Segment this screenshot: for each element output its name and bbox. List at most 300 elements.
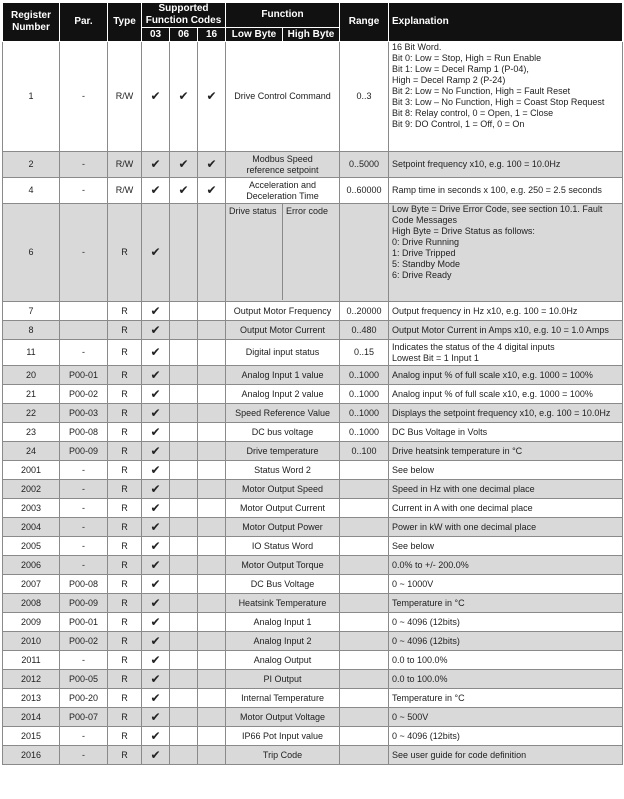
function-cell: Motor Output Current (226, 499, 340, 518)
type-cell: R (108, 385, 142, 404)
function-code-16-cell (198, 178, 226, 204)
checkmark-icon: ✔ (150, 671, 161, 686)
par-cell: P00-09 (60, 594, 108, 613)
function-code-16-cell (198, 302, 226, 321)
register-number-cell: 2006 (3, 556, 60, 575)
function-code-06-cell (170, 556, 198, 575)
function-code-03-cell (142, 366, 170, 385)
range-cell: 0..1000 (340, 404, 389, 423)
checkmark-icon: ✔ (150, 386, 161, 401)
type-cell: R (108, 404, 142, 423)
function-cell: Speed Reference Value (226, 404, 340, 423)
function-cell: Analog Input 1 (226, 613, 340, 632)
register-number-cell: 22 (3, 404, 60, 423)
range-cell: 0..100 (340, 442, 389, 461)
function-code-06-cell (170, 480, 198, 499)
explanation-cell: 0.0 to 100.0% (389, 670, 623, 689)
checkmark-icon: ✔ (150, 443, 161, 458)
type-cell: R (108, 423, 142, 442)
register-number-cell: 2010 (3, 632, 60, 651)
type-cell: R (108, 651, 142, 670)
function-code-06-cell (170, 42, 198, 152)
function-code-06-cell (170, 651, 198, 670)
register-number-cell: 2008 (3, 594, 60, 613)
par-cell: P00-05 (60, 670, 108, 689)
explanation-cell: See below (389, 461, 623, 480)
function-code-16-cell (198, 594, 226, 613)
par-cell: - (60, 499, 108, 518)
register-number-cell: 23 (3, 423, 60, 442)
type-cell: R (108, 594, 142, 613)
checkmark-icon: ✔ (150, 709, 161, 724)
function-code-16-cell (198, 480, 226, 499)
modbus-register-table (2, 2, 623, 765)
function-code-16-cell (198, 366, 226, 385)
table-row (3, 423, 623, 442)
function-code-16-cell (198, 442, 226, 461)
register-number-cell: 2011 (3, 651, 60, 670)
function-code-16-cell (198, 651, 226, 670)
function-code-03-cell (142, 651, 170, 670)
type-cell: R (108, 613, 142, 632)
par-cell: P00-07 (60, 708, 108, 727)
type-cell: R (108, 366, 142, 385)
explanation-cell: 0 ~ 4096 (12bits) (389, 613, 623, 632)
explanation-cell: Temperature in °C (389, 689, 623, 708)
function-code-16-cell (198, 42, 226, 152)
type-cell: R (108, 670, 142, 689)
checkmark-icon: ✔ (178, 183, 189, 197)
table-row (3, 442, 623, 461)
function-cell: Heatsink Temperature (226, 594, 340, 613)
function-cell: Trip Code (226, 746, 340, 765)
function-code-03-cell (142, 404, 170, 423)
par-cell: P00-01 (60, 366, 108, 385)
checkmark-icon: ✔ (150, 576, 161, 591)
checkmark-icon: ✔ (178, 157, 189, 171)
function-code-06-cell (170, 727, 198, 746)
function-cell: Motor Output Power (226, 518, 340, 537)
register-number-cell: 2001 (3, 461, 60, 480)
type-cell: R (108, 708, 142, 727)
register-number-cell: 2 (3, 152, 60, 178)
function-code-03-cell (142, 442, 170, 461)
table-row (3, 632, 623, 651)
type-cell: R (108, 480, 142, 499)
function-code-03-cell (142, 152, 170, 178)
register-number-cell: 2003 (3, 499, 60, 518)
header-supported-function-codes: Supported Function Codes (142, 3, 226, 28)
function-cell: PI Output (226, 670, 340, 689)
par-cell (60, 302, 108, 321)
function-cell: IP66 Pot Input value (226, 727, 340, 746)
function-code-03-cell (142, 423, 170, 442)
range-cell (340, 727, 389, 746)
function-code-16-cell (198, 632, 226, 651)
checkmark-icon: ✔ (150, 538, 161, 553)
function-code-16-cell (198, 689, 226, 708)
function-cell: Output Motor Current (226, 321, 340, 340)
header-low-byte: Low Byte (226, 28, 283, 42)
explanation-cell: Current in A with one decimal place (389, 499, 623, 518)
checkmark-icon: ✔ (150, 728, 161, 743)
function-cell: Drive temperature (226, 442, 340, 461)
header-register-number: Register Number (3, 3, 60, 42)
table-row (3, 302, 623, 321)
table-row (3, 42, 623, 152)
par-cell: - (60, 537, 108, 556)
function-cell: IO Status Word (226, 537, 340, 556)
table-row (3, 613, 623, 632)
checkmark-icon: ✔ (150, 367, 161, 382)
checkmark-icon: ✔ (150, 519, 161, 534)
register-number-cell: 2016 (3, 746, 60, 765)
function-code-06-cell (170, 340, 198, 366)
par-cell: - (60, 178, 108, 204)
type-cell: R (108, 727, 142, 746)
range-cell: 0..1000 (340, 385, 389, 404)
function-code-03-cell (142, 461, 170, 480)
table-row (3, 689, 623, 708)
function-code-03-cell (142, 537, 170, 556)
par-cell: P00-02 (60, 632, 108, 651)
range-cell: 0..20000 (340, 302, 389, 321)
explanation-cell: See user guide for code definition (389, 746, 623, 765)
type-cell: R (108, 461, 142, 480)
function-code-06-cell (170, 499, 198, 518)
function-code-03-cell (142, 340, 170, 366)
function-code-06-cell (170, 518, 198, 537)
par-cell: - (60, 42, 108, 152)
explanation-cell: Temperature in °C (389, 594, 623, 613)
function-code-06-cell (170, 302, 198, 321)
function-code-03-cell (142, 556, 170, 575)
range-cell (340, 204, 389, 302)
explanation-cell: 0.0 to 100.0% (389, 651, 623, 670)
par-cell: - (60, 204, 108, 302)
function-code-03-cell (142, 385, 170, 404)
function-code-06-cell (170, 594, 198, 613)
range-cell (340, 575, 389, 594)
explanation-cell: Power in kW with one decimal place (389, 518, 623, 537)
function-code-06-cell (170, 632, 198, 651)
range-cell (340, 461, 389, 480)
explanation-cell: DC Bus Voltage in Volts (389, 423, 623, 442)
range-cell (340, 632, 389, 651)
function-cell: Digital input status (226, 340, 340, 366)
par-cell: - (60, 651, 108, 670)
type-cell: R (108, 537, 142, 556)
table-row (3, 178, 623, 204)
par-cell: - (60, 518, 108, 537)
register-number-cell: 2015 (3, 727, 60, 746)
header-function: Function (226, 3, 340, 28)
function-code-03-cell (142, 204, 170, 302)
checkmark-icon: ✔ (150, 652, 161, 667)
function-code-16-cell (198, 727, 226, 746)
function-cell: Output Motor Frequency (226, 302, 340, 321)
par-cell: - (60, 340, 108, 366)
header-high-byte: High Byte (283, 28, 340, 42)
explanation-cell: Drive heatsink temperature in °C (389, 442, 623, 461)
function-cell: Status Word 2 (226, 461, 340, 480)
function-code-03-cell (142, 594, 170, 613)
function-code-16-cell (198, 575, 226, 594)
function-cell: Analog Input 2 value (226, 385, 340, 404)
function-code-06-cell (170, 204, 198, 302)
function-code-06-cell (170, 321, 198, 340)
table-row (3, 480, 623, 499)
header-par: Par. (60, 3, 108, 42)
range-cell (340, 689, 389, 708)
register-number-cell: 2013 (3, 689, 60, 708)
table-row (3, 651, 623, 670)
function-high-byte: Error code (282, 204, 339, 300)
explanation-cell: Low Byte = Drive Error Code, see section 10.1. Fault Code Messages High Byte = Drive Status as follows: 0: Drive Running 1: Drive Tripped 5: Standby Mode 6: Drive Ready (389, 204, 623, 302)
function-code-03-cell (142, 575, 170, 594)
range-cell (340, 499, 389, 518)
type-cell: R (108, 575, 142, 594)
function-cell: Internal Temperature (226, 689, 340, 708)
explanation-cell: 0.0% to +/- 200.0% (389, 556, 623, 575)
explanation-cell: Ramp time in seconds x 100, e.g. 250 = 2.5 seconds (389, 178, 623, 204)
type-cell: R (108, 204, 142, 302)
checkmark-icon: ✔ (150, 690, 161, 705)
function-code-03-cell (142, 321, 170, 340)
table-row (3, 404, 623, 423)
explanation-cell: Analog input % of full scale x10, e.g. 1000 = 100% (389, 385, 623, 404)
header-fc-16: 16 (198, 28, 226, 42)
range-cell (340, 670, 389, 689)
function-code-03-cell (142, 480, 170, 499)
function-cell: Motor Output Torque (226, 556, 340, 575)
checkmark-icon: ✔ (206, 157, 217, 171)
function-code-03-cell (142, 708, 170, 727)
header-explanation: Explanation (389, 3, 623, 42)
type-cell: R (108, 518, 142, 537)
checkmark-icon: ✔ (150, 89, 161, 103)
table-row (3, 499, 623, 518)
table-row (3, 575, 623, 594)
table-row (3, 321, 623, 340)
range-cell: 0..1000 (340, 423, 389, 442)
function-code-03-cell (142, 746, 170, 765)
header-fc-06: 06 (170, 28, 198, 42)
checkmark-icon: ✔ (150, 157, 161, 171)
range-cell (340, 480, 389, 499)
explanation-cell: 16 Bit Word. Bit 0: Low = Stop, High = Run Enable Bit 1: Low = Decel Ramp 1 (P-04), High = Decel Ramp 2 (P-24) Bit 2: Low = No Function, High = Fault Reset Bit 3: Low – No Function, High = Coast Stop Request Bit 8: Relay control, 0 = Open, 1 = Close Bit 9: DO Control, 1 = Off, 0 = On (389, 42, 623, 152)
function-code-06-cell (170, 537, 198, 556)
par-cell: P00-03 (60, 404, 108, 423)
table-row (3, 461, 623, 480)
checkmark-icon: ✔ (150, 405, 161, 420)
checkmark-icon: ✔ (150, 345, 161, 359)
par-cell: P00-01 (60, 613, 108, 632)
par-cell: P00-08 (60, 575, 108, 594)
function-code-16-cell (198, 499, 226, 518)
table-row (3, 708, 623, 727)
function-code-16-cell (198, 204, 226, 302)
function-cell: Analog Output (226, 651, 340, 670)
type-cell: R (108, 302, 142, 321)
register-number-cell: 2009 (3, 613, 60, 632)
type-cell: R/W (108, 152, 142, 178)
register-number-cell: 6 (3, 204, 60, 302)
function-code-16-cell (198, 461, 226, 480)
checkmark-icon: ✔ (206, 183, 217, 197)
par-cell: - (60, 556, 108, 575)
explanation-cell: Output Motor Current in Amps x10, e.g. 10 = 1.0 Amps (389, 321, 623, 340)
register-number-cell: 2004 (3, 518, 60, 537)
explanation-cell: Analog input % of full scale x10, e.g. 1000 = 100% (389, 366, 623, 385)
function-code-16-cell (198, 708, 226, 727)
explanation-cell: 0 ~ 500V (389, 708, 623, 727)
par-cell: P00-08 (60, 423, 108, 442)
function-code-06-cell (170, 404, 198, 423)
range-cell: 0..15 (340, 340, 389, 366)
checkmark-icon: ✔ (150, 245, 161, 259)
function-code-03-cell (142, 178, 170, 204)
checkmark-icon: ✔ (150, 557, 161, 572)
function-code-06-cell (170, 689, 198, 708)
function-code-06-cell (170, 670, 198, 689)
range-cell (340, 651, 389, 670)
function-code-03-cell (142, 42, 170, 152)
function-cell: Modbus Speed reference setpoint (226, 152, 340, 178)
checkmark-icon: ✔ (150, 614, 161, 629)
range-cell (340, 537, 389, 556)
checkmark-icon: ✔ (206, 89, 217, 103)
function-code-16-cell (198, 385, 226, 404)
function-code-03-cell (142, 302, 170, 321)
register-number-cell: 8 (3, 321, 60, 340)
par-cell: - (60, 727, 108, 746)
function-code-03-cell (142, 613, 170, 632)
table-row (3, 518, 623, 537)
type-cell: R (108, 746, 142, 765)
explanation-cell: See below (389, 537, 623, 556)
function-cell: Motor Output Voltage (226, 708, 340, 727)
table-row (3, 152, 623, 178)
explanation-cell: 0 ~ 4096 (12bits) (389, 632, 623, 651)
function-code-16-cell (198, 746, 226, 765)
explanation-cell: Speed in Hz with one decimal place (389, 480, 623, 499)
type-cell: R (108, 632, 142, 651)
type-cell: R (108, 556, 142, 575)
checkmark-icon: ✔ (150, 303, 161, 318)
function-code-16-cell (198, 321, 226, 340)
register-number-cell: 11 (3, 340, 60, 366)
function-code-03-cell (142, 689, 170, 708)
table-row (3, 204, 623, 302)
function-code-16-cell (198, 613, 226, 632)
function-code-03-cell (142, 632, 170, 651)
function-code-06-cell (170, 178, 198, 204)
table-row (3, 594, 623, 613)
table-row (3, 670, 623, 689)
function-code-16-cell (198, 537, 226, 556)
checkmark-icon: ✔ (150, 595, 161, 610)
header-fc-03: 03 (142, 28, 170, 42)
par-cell: - (60, 746, 108, 765)
par-cell (60, 321, 108, 340)
range-cell (340, 746, 389, 765)
function-code-16-cell (198, 152, 226, 178)
table-row (3, 727, 623, 746)
function-code-06-cell (170, 708, 198, 727)
table-row (3, 366, 623, 385)
header-type: Type (108, 3, 142, 42)
register-number-cell: 24 (3, 442, 60, 461)
range-cell (340, 518, 389, 537)
par-cell: P00-02 (60, 385, 108, 404)
checkmark-icon: ✔ (150, 462, 161, 477)
type-cell: R (108, 321, 142, 340)
function-cell: Acceleration and Deceleration Time (226, 178, 340, 204)
checkmark-icon: ✔ (150, 633, 161, 648)
register-number-cell: 2002 (3, 480, 60, 499)
checkmark-icon: ✔ (150, 481, 161, 496)
table-row (3, 746, 623, 765)
range-cell (340, 594, 389, 613)
function-code-03-cell (142, 727, 170, 746)
explanation-cell: Indicates the status of the 4 digital inputs Lowest Bit = 1 Input 1 (389, 340, 623, 366)
par-cell: P00-20 (60, 689, 108, 708)
function-code-06-cell (170, 746, 198, 765)
checkmark-icon: ✔ (150, 183, 161, 197)
range-cell: 0..60000 (340, 178, 389, 204)
function-cell: Drive Control Command (226, 42, 340, 152)
type-cell: R/W (108, 42, 142, 152)
explanation-cell: Output frequency in Hz x10, e.g. 100 = 10.0Hz (389, 302, 623, 321)
register-number-cell: 7 (3, 302, 60, 321)
function-code-16-cell (198, 518, 226, 537)
type-cell: R (108, 689, 142, 708)
function-code-06-cell (170, 385, 198, 404)
table-row (3, 340, 623, 366)
par-cell: - (60, 461, 108, 480)
range-cell: 0..5000 (340, 152, 389, 178)
function-code-16-cell (198, 423, 226, 442)
par-cell: - (60, 152, 108, 178)
function-code-03-cell (142, 670, 170, 689)
register-number-cell: 20 (3, 366, 60, 385)
register-number-cell: 2007 (3, 575, 60, 594)
explanation-cell: 0 ~ 4096 (12bits) (389, 727, 623, 746)
table-row (3, 556, 623, 575)
explanation-cell: Displays the setpoint frequency x10, e.g. 100 = 10.0Hz (389, 404, 623, 423)
function-code-06-cell (170, 366, 198, 385)
explanation-cell: 0 ~ 1000V (389, 575, 623, 594)
function-code-06-cell (170, 152, 198, 178)
function-code-03-cell (142, 499, 170, 518)
function-split-cell (226, 204, 340, 302)
type-cell: R (108, 442, 142, 461)
checkmark-icon: ✔ (150, 322, 161, 337)
function-code-16-cell (198, 670, 226, 689)
function-code-16-cell (198, 340, 226, 366)
header-range: Range (340, 3, 389, 42)
table-body (3, 42, 623, 765)
table-row (3, 537, 623, 556)
type-cell: R (108, 340, 142, 366)
function-code-06-cell (170, 575, 198, 594)
checkmark-icon: ✔ (150, 500, 161, 515)
type-cell: R (108, 499, 142, 518)
function-cell: Analog Input 2 (226, 632, 340, 651)
range-cell (340, 556, 389, 575)
range-cell (340, 708, 389, 727)
